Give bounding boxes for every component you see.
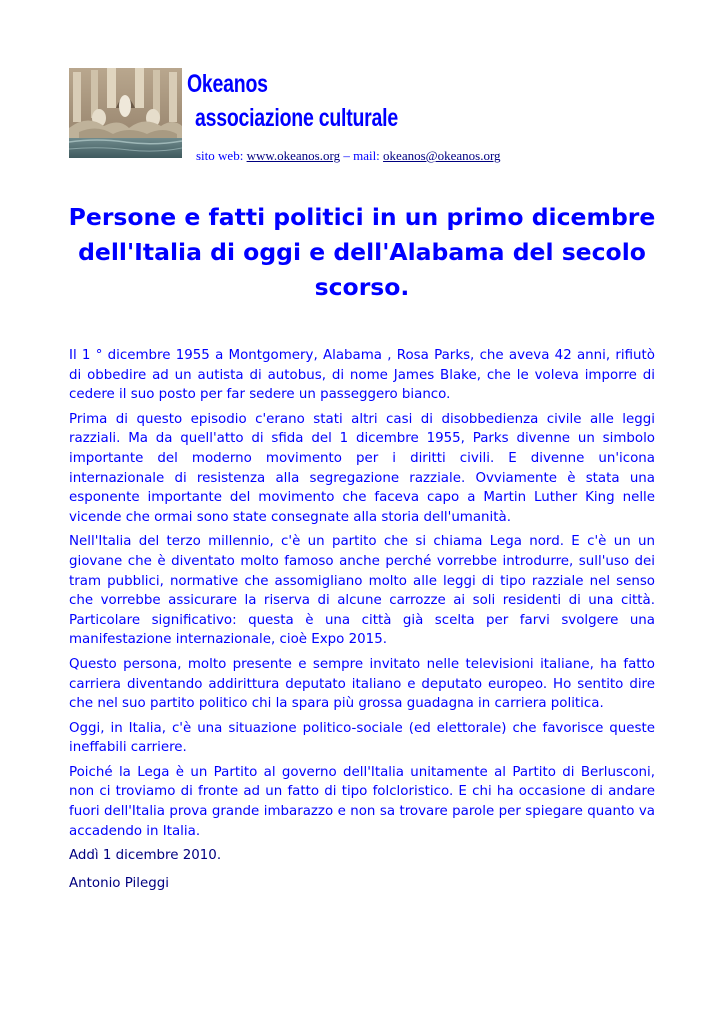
paragraph: Nell'Italia del terzo millennio, c'è un partito che si chiama Lega nord. E c'è un un giovane che è diventato molto famoso anche perché vorrebbe introdurre, sull'uso dei tram pubblici, normative che assomigliano molto alle leggi di tipo razziale nel senso che vorrebbe assicurare la riserva di alcune carrozze ai soli residenti di una città. Particolare significativo: questa è una città già scelta per farvi svolgere una manifestazione internazionale, cioè Expo 2015. xyxy=(69,534,655,648)
association-subtitle: associazione culturale xyxy=(195,104,398,132)
article-body xyxy=(69,346,655,901)
association-name: Okeanos xyxy=(187,70,268,98)
author-signature: Antonio Pileggi xyxy=(69,875,169,891)
mail-label: – mail: xyxy=(340,148,384,163)
letterhead xyxy=(69,68,669,163)
contact-line xyxy=(196,148,501,164)
date-line: Addì 1 dicembre 2010. xyxy=(69,848,222,864)
paragraph: Poiché la Lega è un Partito al governo dell'Italia unitamente al Partito di Berlusconi, non ci troviamo di fronte ad un fatto di tipo folcloristico. E chi ha occasione di andare fuori dell'Italia prova grande imbarazzo e non sa trovare parole per spiegare quanto va accadendo in Italia. xyxy=(69,764,655,839)
article-title: Persone e fatti politici in un primo dicembre dell'Italia di oggi e dell'Alabama del secolo scorso. xyxy=(68,203,656,301)
paragraph: Oggi, in Italia, c'è una situazione politico-sociale (ed elettorale) che favorisce queste ineffabili carriere. xyxy=(69,720,655,756)
mail-link[interactable]: okeanos@okeanos.org xyxy=(383,148,501,163)
site-link[interactable]: www.okeanos.org xyxy=(246,148,341,163)
fountain-photo xyxy=(69,68,182,158)
paragraph: Questo persona, molto presente e sempre invitato nelle televisioni italiane, ha fatto carriera diventando addirittura deputato italiano e deputato europeo. Ho sentito dire che nel suo partito politico chi la spara più grossa guadagna in carriera politica. xyxy=(69,656,655,712)
paragraph: Il 1 ° dicembre 1955 a Montgomery, Alabama , Rosa Parks, che aveva 42 anni, rifiutò di obbedire ad un autista di autobus, di nome James Blake, che le voleva imporre di cedere il suo posto per far sedere un passeggero bianco. xyxy=(69,348,655,403)
site-label: sito web: xyxy=(196,148,247,163)
paragraph: Prima di questo episodio c'erano stati altri casi di disobbedienza civile alle leggi razziali. Ma da quell'atto di sfida del 1 dicembre 1955, Parks divenne un simbolo importante del moderno movimento per i diritti civili. E divenne un'icona internazionale di resistenza alla segregazione razziale. Ovviamente è stata una esponente importante del movimento che faceva capo a Martin Luther King nelle vicende che ormai sono state consegnate alla storia dell'umanità. xyxy=(69,411,655,525)
